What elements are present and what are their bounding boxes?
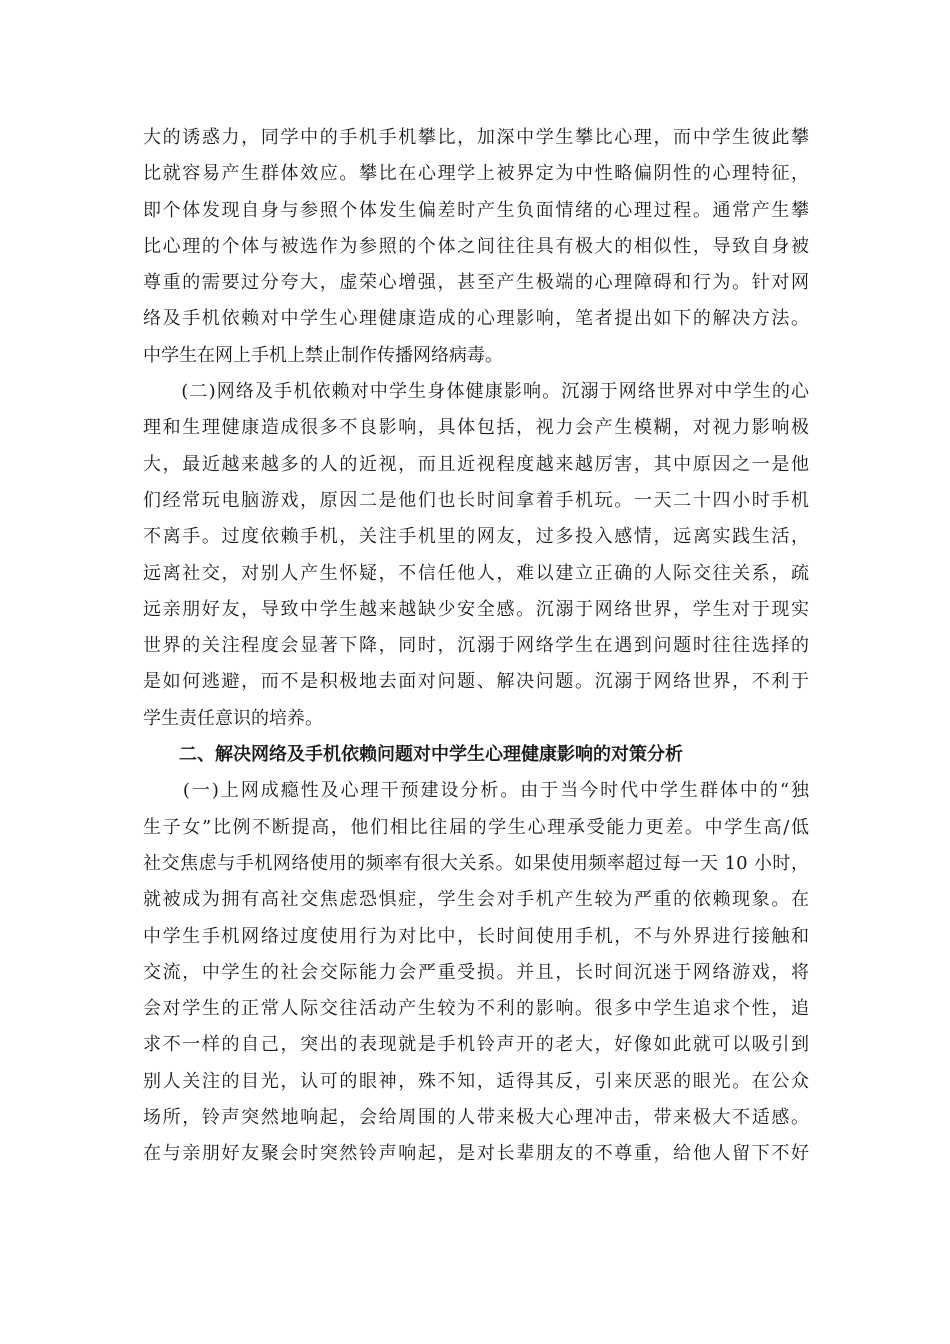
text-line: 们经常玩电脑游戏，原因二是他们也长时间拿着手机玩。一天二十四小时手机: [143, 489, 809, 511]
text-line: 即个体发现自身与参照个体发生偏差时产生负面情绪的心理过程。通常产生攀: [143, 199, 809, 221]
text-line: 中学生手机网络过度使用行为对比中，长时间使用手机，不与外界进行接触和: [143, 925, 809, 947]
text-line: 交流，中学生的社会交际能力会严重受损。并且，长时间沉迷于网络游戏，将: [143, 961, 809, 983]
text-line: (一)上网成瘾性及心理干预建设分析。由于当今时代中学生群体中的“独: [143, 780, 809, 802]
text-line: 不离手。过度依赖手机，关注手机里的网友，过多投入感情，远离实践生活，: [143, 526, 809, 548]
text-line: 远离社交，对别人产生怀疑，不信任他人，难以建立正确的人际交往关系，疏: [143, 562, 809, 584]
text-line: 场所，铃声突然地响起，会给周围的人带来极大心理冲击，带来极大不适感。: [143, 1107, 809, 1129]
paragraph-peer-comparison: [143, 120, 809, 374]
text-line: 世界的关注程度会显著下降，同时，沉溺于网络学生在遇到问题时往往选择的: [143, 635, 809, 657]
text-line: 远亲朋好友，导致中学生越来越缺少安全感。沉溺于网络世界，学生对于现实: [143, 598, 809, 620]
text-line: 学生责任意识的培养。: [143, 707, 323, 729]
text-line: 会对学生的正常人际交往活动产生较为不利的影响。很多中学生追求个性，追: [143, 998, 809, 1020]
text-line: 别人关注的目光，认可的眼神，殊不知，适得其反，引来厌恶的眼光。在公众: [143, 1070, 809, 1092]
text-line: 络及手机依赖对中学生心理健康造成的心理影响，笔者提出如下的解决方法。: [143, 308, 809, 330]
text-line: 中学生在网上手机上禁止制作传播网络病毒。: [143, 344, 503, 366]
text-line: 是如何逃避，而不是积极地去面对问题、解决问题。沉溺于网络世界，不利于: [143, 671, 809, 693]
text-line: (二)网络及手机依赖对中学生身体健康影响。沉溺于网络世界对中学生的心: [143, 381, 809, 403]
text-line: 社交焦虑与手机网络使用的频率有很大关系。如果使用频率超过每一天 10 小时，: [143, 852, 809, 874]
paragraph-physical-health: [143, 374, 809, 737]
text-line: 比心理的个体与被选作为参照的个体之间往往具有极大的相似性，导致自身被: [143, 235, 809, 257]
text-line: 尊重的需要过分夸大，虚荣心增强，甚至产生极端的心理障碍和行为。针对网: [143, 272, 809, 294]
document-body: [143, 120, 809, 1173]
text-line: 求不一样的自己，突出的表现就是手机铃声开的老大，好像如此就可以吸引到: [143, 1034, 809, 1056]
text-line: 理和生理健康造成很多不良影响，具体包括，视力会产生模糊，对视力影响极: [143, 417, 809, 439]
text-line: 生子女”比例不断提高，他们相比往届的学生心理承受能力更差。中学生高/低: [143, 816, 809, 838]
paragraph-intervention: [143, 773, 809, 1172]
text-line: 在与亲朋好友聚会时突然铃声响起，是对长辈朋友的不尊重，给他人留下不好: [143, 1143, 809, 1165]
text-line: 比就容易产生群体效应。攀比在心理学上被界定为中性略偏阴性的心理特征，: [143, 163, 809, 185]
text-line: 大，最近越来越多的人的近视，而且近视程度越来越厉害，其中原因之一是他: [143, 453, 809, 475]
text-line: 就被成为拥有高社交焦虑恐惧症，学生会对手机产生较为严重的依赖现象。在: [143, 889, 809, 911]
text-line: 大的诱惑力，同学中的手机手机攀比，加深中学生攀比心理，而中学生彼此攀: [143, 127, 809, 148]
section-heading: 二、解决网络及手机依赖问题对中学生心理健康影响的对策分析: [179, 744, 683, 766]
